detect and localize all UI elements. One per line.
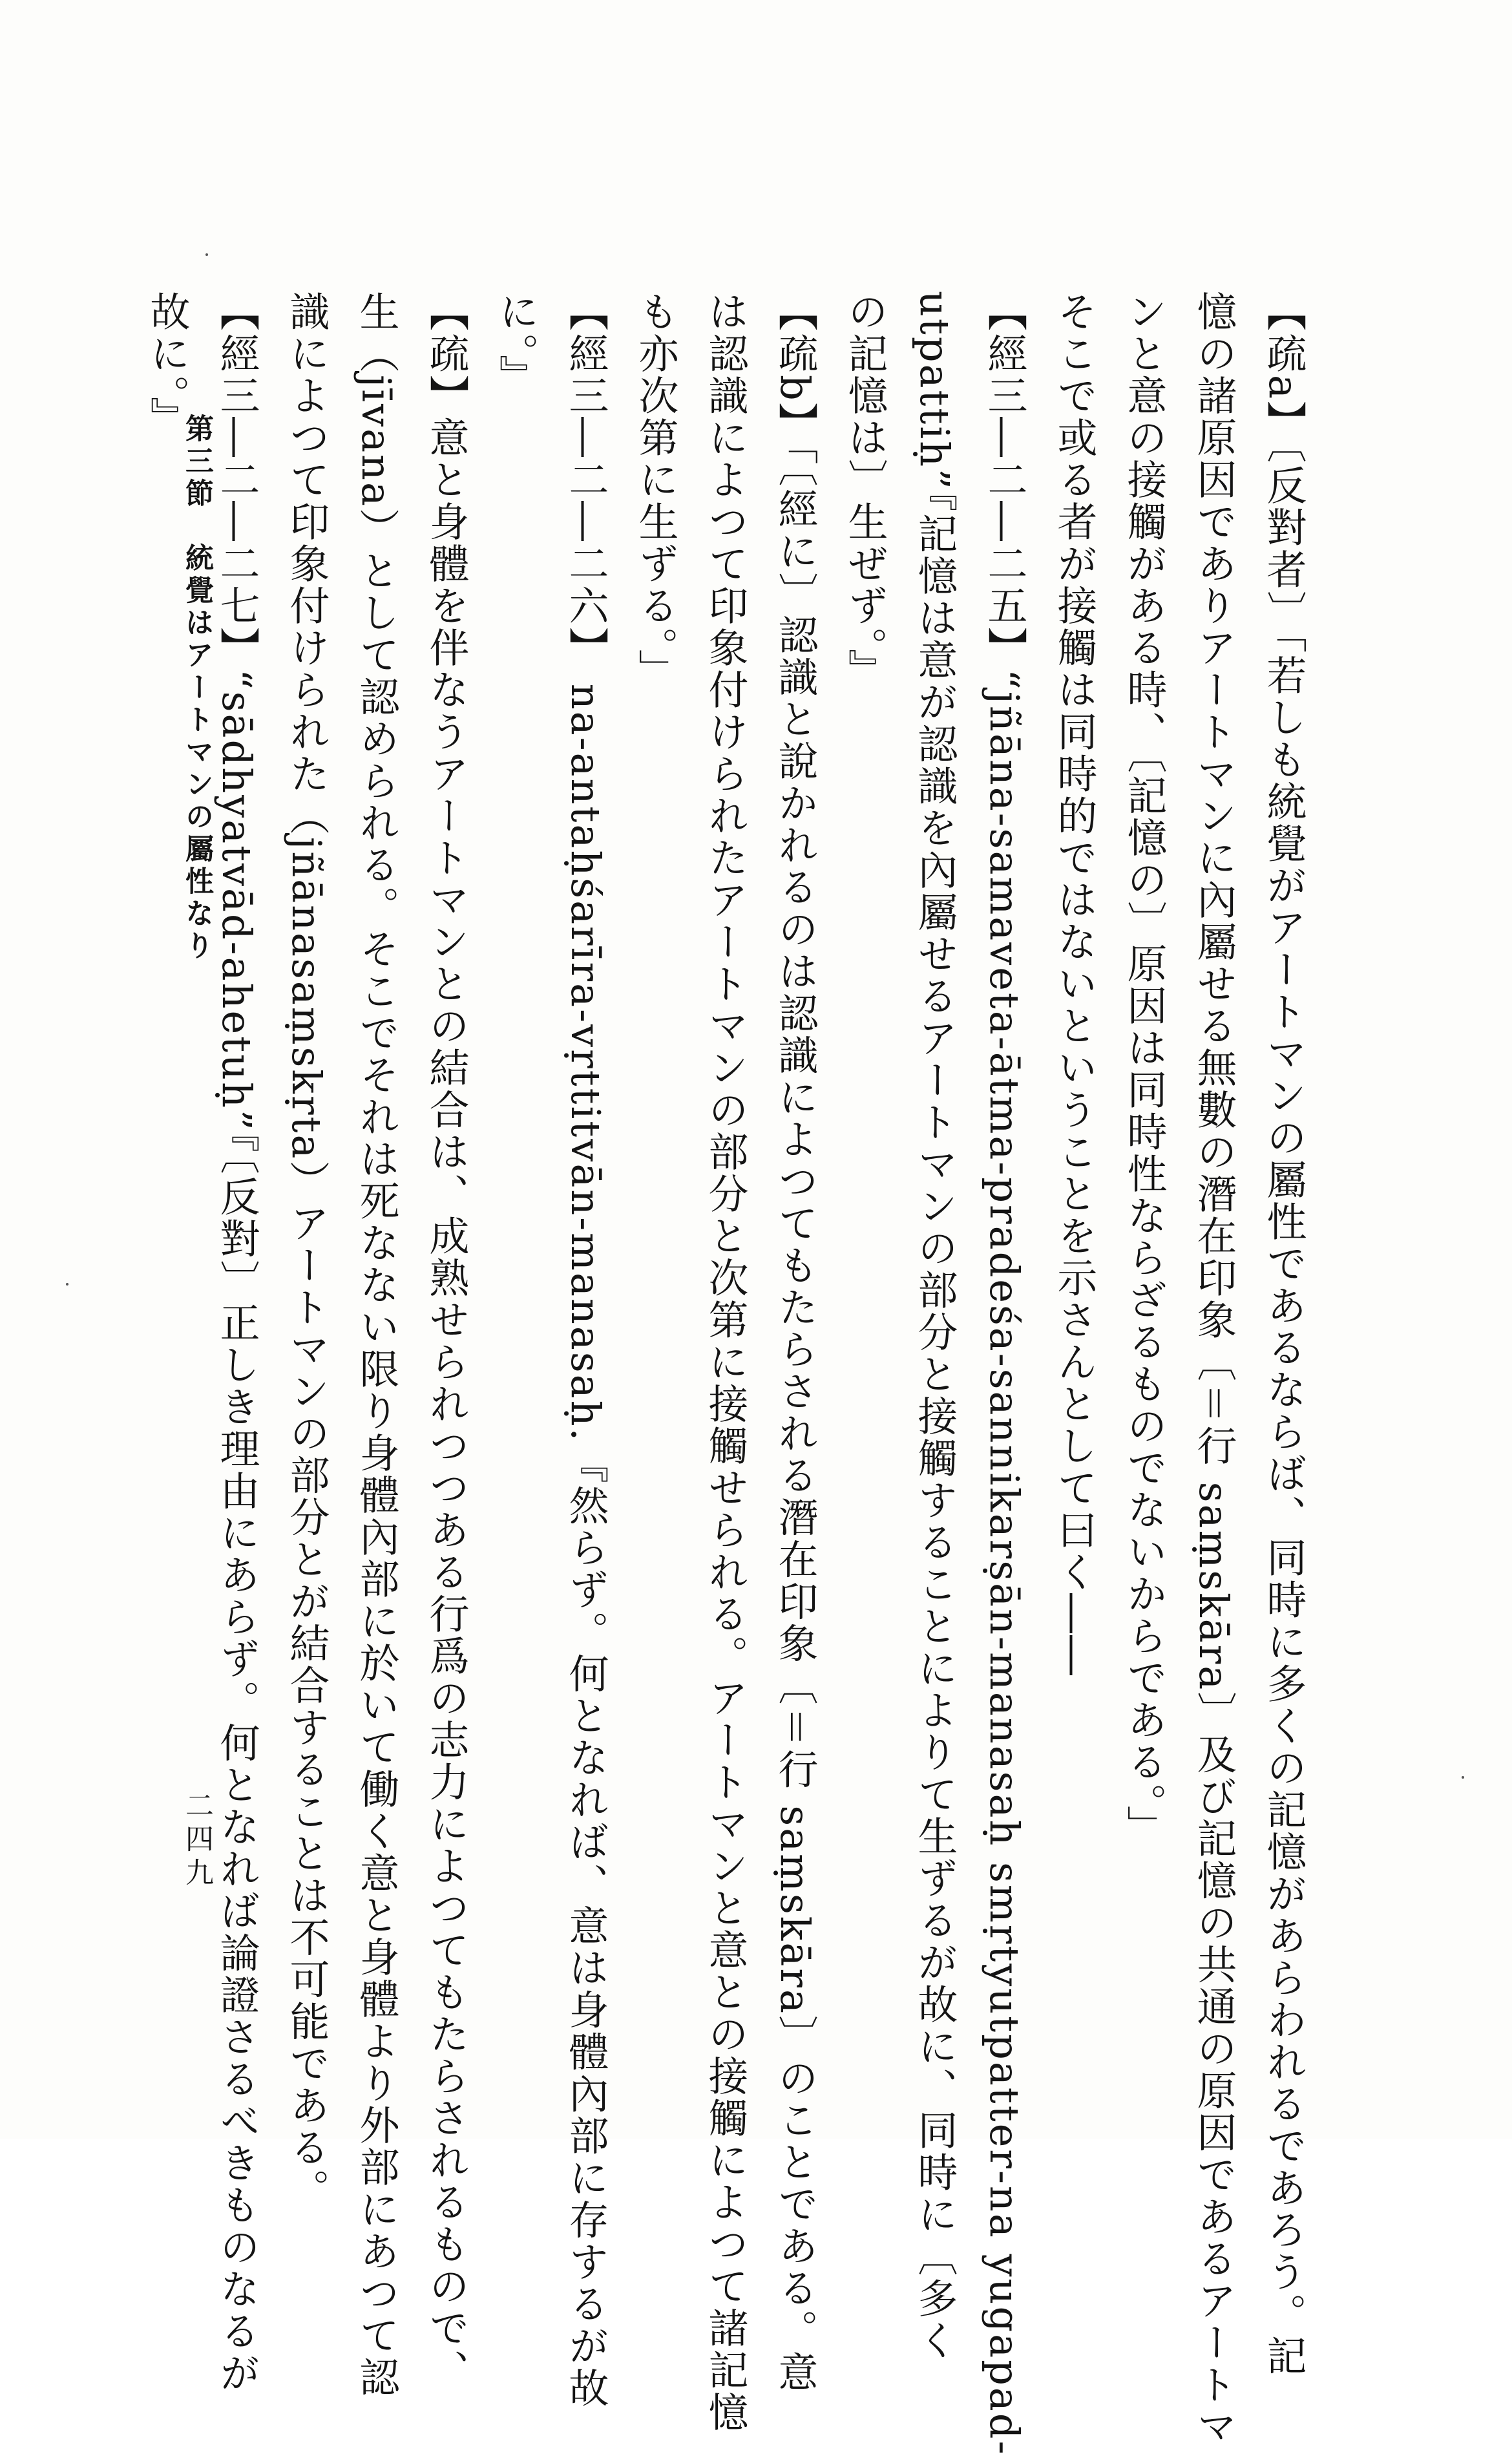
text-line: 【疏a】〔反對者〕「若しも統覺がアートマンの屬性であるならば、同時に多くの記憶があらわれるであろう。記 (1260, 291, 1307, 2377)
paper-speck (205, 253, 208, 256)
text-line: 識によつて印象付けられた（jñānasaṃskṛta）アートマンの部分とが結合することは不可能である。 (283, 291, 330, 2211)
text-line: 【經三―二―二六】 na-antaḥśarīra-vṛttitvān-manasaḥ.『然らず。何となれば、意は身體內部に存するが故 (562, 291, 609, 2409)
text-line: 生（jīvana）として認められる。そこでそれは死なない限り身體內部に於いて働く意と身體より外部にあつて認 (353, 291, 400, 2398)
text-line: に。』 (492, 291, 540, 397)
body-text (78, 291, 1318, 2456)
text-line: 【疏b】「〔經に〕認識と說かれるのは認識によつてもたらされる潛在印象〔＝行 saṃskāra〕のことである。意 (772, 291, 819, 2393)
text-line: 憶の諸原因でありアートマンに內屬せる無數の潛在印象〔＝行 saṃskāra〕及び記憶の共通の原因であるアートマ (1190, 291, 1237, 2448)
text-line: 【經三―二―二七】“sādhyatvād-ahetuḥ”『〔反對〕正しき理由にあらず。何となれば論證さるべきものなるが (213, 291, 260, 2395)
text-line: は認識によつて印象付けられたアートマンの部分と次第に接觸せられる。アートマンと意との接觸によつて諸記憶 (702, 291, 749, 2433)
text-line: の記憶は〕生ぜず。』 (841, 291, 888, 691)
paper-speck (1462, 1776, 1464, 1779)
text-line: ンと意の接觸がある時、〔記憶の〕原因は同時性ならざるものでないからである。」 (1120, 291, 1168, 1847)
text-line: 故に。』 (143, 291, 191, 439)
text-line: utpattiḥ”『記憶は意が認識を內屬せるアートマンの部分と接觸することによりて生ずるが故に、同時に〔多く (911, 291, 958, 2362)
text-line: も亦次第に生ずる。」 (632, 291, 679, 691)
page-number: 二四九 (180, 1790, 213, 1891)
text-line: 【經三―二―二五】“jñāna-samaveta-ātma-pradeśa-sannikarṣān-manasaḥ smṛtyutpatter-na yugapad- (981, 291, 1028, 2456)
paper-speck (66, 1283, 68, 1286)
text-line: 【疏】意と身體を伴なうアートマンとの結合は、成熟せられつつある行爲の志力によつてもたらされるもので、 (423, 291, 470, 2391)
running-head: 第三節 統覺はアートマンの屬性なり (180, 414, 213, 963)
text-line: そこで或る者が接觸は同時的ではないということを示さんとして曰く―― (1051, 291, 1098, 1677)
